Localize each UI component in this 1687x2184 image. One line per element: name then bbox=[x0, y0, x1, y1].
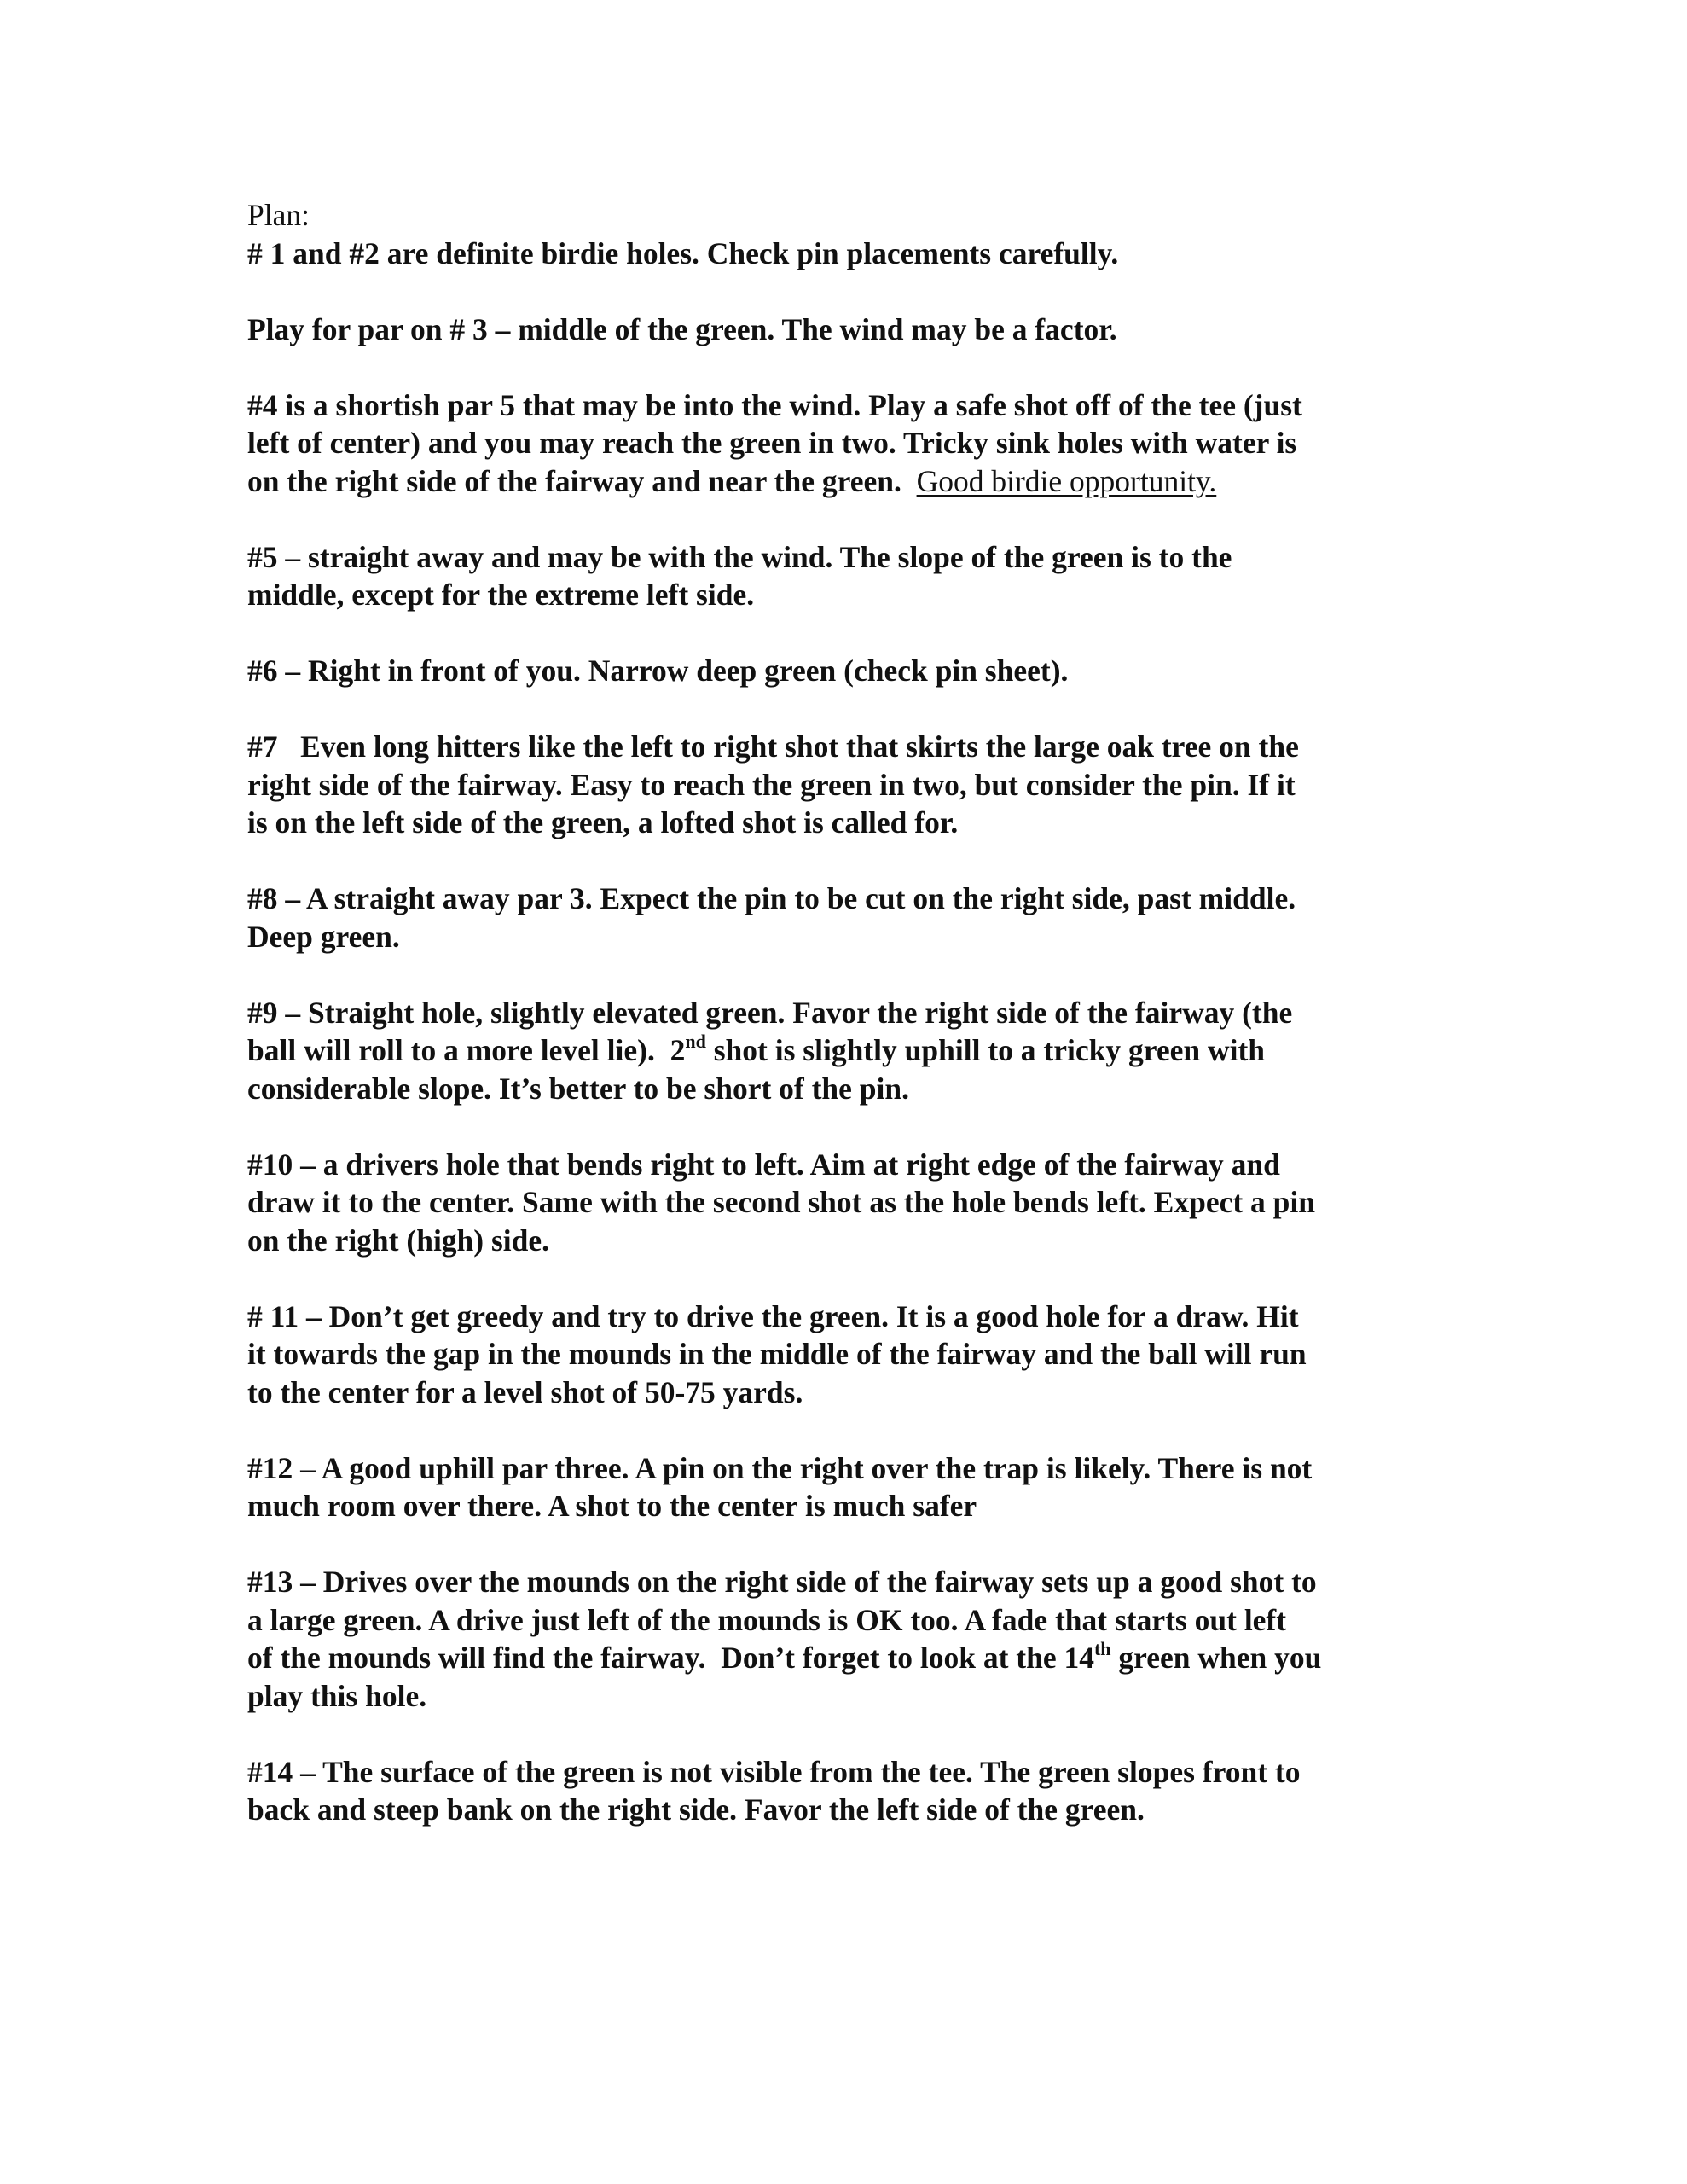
text-line: #8 – A straight away par 3. Expect the pin to be cut on the right side, past middle. bbox=[247, 881, 1296, 915]
text-line: left of center) and you may reach the green in two. Tricky sink holes with water is bbox=[247, 426, 1297, 460]
text-line: #14 – The surface of the green is not visible from the tee. The green slopes front to bbox=[247, 1754, 1301, 1789]
text-line: it towards the gap in the mounds in the middle of the fairway and the ball will run bbox=[247, 1337, 1307, 1371]
paragraph-hole-8 bbox=[247, 880, 1458, 956]
text-line: right side of the fairway. Easy to reach the green in two, but consider the pin. If it bbox=[247, 767, 1296, 802]
text-line: #9 – Straight hole, slightly elevated green. Favor the right side of the fairway (the bbox=[247, 995, 1293, 1030]
paragraph-hole-5 bbox=[247, 538, 1458, 614]
text-line: #12 – A good uphill par three. A pin on the right over the trap is likely. There is not bbox=[247, 1450, 1313, 1485]
plan-heading: Plan: bbox=[247, 198, 310, 232]
text-line: #13 – Drives over the mounds on the right side of the fairway sets up a good shot to bbox=[247, 1565, 1317, 1599]
ordinal-superscript: th bbox=[1093, 1638, 1111, 1660]
text-line: #4 is a shortish par 5 that may be into the wind. Play a safe shot off of the tee (just bbox=[247, 387, 1302, 422]
text-segment: shot is slightly uphill to a tricky green with bbox=[705, 1033, 1266, 1067]
paragraph-hole-13 bbox=[247, 1563, 1458, 1715]
text-line: # 1 and #2 are definite birdie holes. Check pin placements carefully. bbox=[247, 235, 1119, 270]
paragraph-hole-4 bbox=[247, 386, 1458, 501]
paragraph-holes-1-2 bbox=[247, 235, 1458, 273]
paragraph-hole-11 bbox=[247, 1298, 1458, 1412]
ordinal-superscript: nd bbox=[685, 1031, 706, 1053]
text-line: # 11 – Don’t get greedy and try to drive the green. It is a good hole for a draw. Hit bbox=[247, 1298, 1299, 1333]
text-line: #7 Even long hitters like the left to right shot that skirts the large oak tree on the bbox=[247, 729, 1299, 764]
text-line: draw it to the center. Same with the second shot as the hole bends left. Expect a pin bbox=[247, 1185, 1315, 1219]
text-line-with-superscript bbox=[247, 1639, 1458, 1677]
text-line: considerable slope. It’s better to be short of the pin. bbox=[247, 1071, 910, 1106]
text-line: #10 – a drivers hole that bends right to left. Aim at right edge of the fairway and bbox=[247, 1147, 1280, 1182]
text-line: a large green. A drive just left of the mounds is OK too. A fade that starts out left bbox=[247, 1602, 1287, 1637]
text-line: #6 – Right in front of you. Narrow deep green (check pin sheet). bbox=[247, 653, 1069, 688]
paragraph-hole-6 bbox=[247, 652, 1458, 690]
text-line: to the center for a level shot of 50-75 yards. bbox=[247, 1374, 803, 1409]
text-line: middle, except for the extreme left side. bbox=[247, 578, 755, 612]
paragraph-hole-9 bbox=[247, 994, 1458, 1108]
birdie-opportunity-link[interactable]: Good birdie opportunity. bbox=[916, 463, 1217, 498]
text-line-with-link bbox=[247, 462, 1458, 501]
text-segment: ball will roll to a more level lie). 2 bbox=[247, 1033, 686, 1067]
text-segment: green when you bbox=[1110, 1641, 1322, 1675]
text-line: play this hole. bbox=[247, 1678, 427, 1713]
document-body bbox=[247, 196, 1458, 1867]
paragraph-hole-3 bbox=[247, 311, 1458, 349]
text-segment: of the mounds will find the fairway. Don’t forget to look at the 14 bbox=[247, 1641, 1094, 1675]
text-line-with-superscript bbox=[247, 1031, 1458, 1070]
paragraph-hole-7 bbox=[247, 728, 1458, 842]
paragraph-hole-10 bbox=[247, 1146, 1458, 1260]
paragraph-hole-14 bbox=[247, 1753, 1458, 1829]
text-line: much room over there. A shot to the center is much safer bbox=[247, 1489, 977, 1523]
text-line: on the right (high) side. bbox=[247, 1223, 550, 1258]
text-line: Play for par on # 3 – middle of the green. The wind may be a factor. bbox=[247, 311, 1117, 346]
text-line: Deep green. bbox=[247, 919, 400, 954]
text-line: back and steep bank on the right side. Favor the left side of the green. bbox=[247, 1792, 1145, 1827]
text-segment: on the right side of the fairway and near the green. bbox=[247, 463, 917, 498]
text-line: is on the left side of the green, a lofted shot is called for. bbox=[247, 805, 959, 839]
text-line: #5 – straight away and may be with the wind. The slope of the green is to the bbox=[247, 539, 1232, 574]
paragraph-hole-12 bbox=[247, 1449, 1458, 1525]
